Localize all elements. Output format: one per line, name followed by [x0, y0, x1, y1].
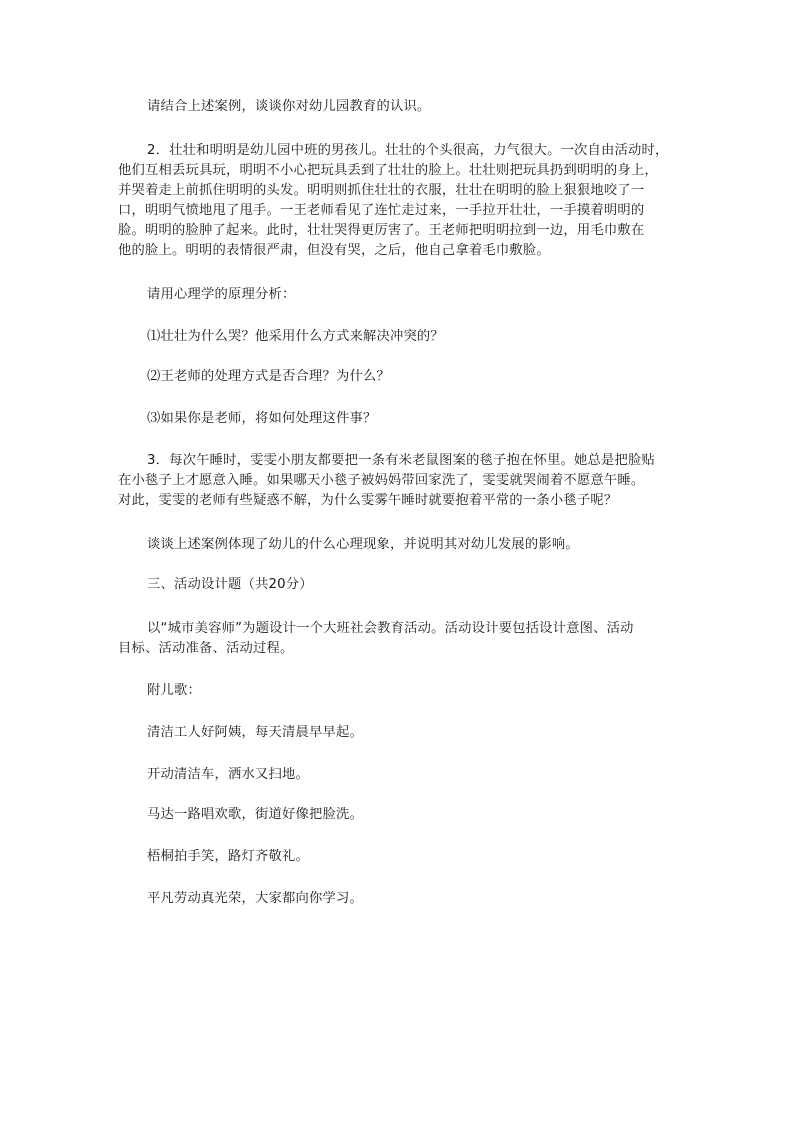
- song-line-4: 梧桐拍手笑，路灯齐敬礼。: [147, 849, 309, 864]
- question-2-line-5: 脸。明明的脸肿了起来。此时，壮壮哭得更厉害了。王老师把明明拉到一边，用毛巾敷在: [118, 223, 645, 238]
- question-2-sub-1: ⑴壮壮为什么哭？他采用什么方式来解决冲突的？: [147, 329, 444, 344]
- song-label: 附儿歌：: [147, 683, 201, 698]
- question-2-line-2: 他们互相丢玩具玩，明明不小心把玩具丢到了壮壮的脸上。壮壮则把玩具扔到明明的身上，: [118, 163, 658, 178]
- question-3-line-3: 对此，雯雯的老师有些疑惑不解，为什么雯雾午睡时就要抱着平常的一条小毯子呢？: [118, 493, 618, 508]
- song-line-1: 清洁工人好阿姨，每天清晨早早起。: [147, 725, 363, 740]
- task-line-1: 以“城市美容师”为题设计一个大班社会教育活动。活动设计要包括设计意图、活动: [147, 621, 634, 636]
- question-2-line-4: 口，明明气愤地甩了甩手。一王老师看见了连忙走过来，一手拉开壮壮，一手摸着明明的: [118, 203, 645, 218]
- question-2-line-1: 2．壮壮和明明是幼儿园中班的男孩儿。壮壮的个头很高，力气很大。一次自由活动时，: [147, 143, 669, 158]
- song-line-3: 马达一路唱欢歌，街道好像把脸洗。: [147, 807, 363, 822]
- song-line-2: 开动清洁车，洒水又扫地。: [147, 767, 309, 782]
- question-3-line-2: 在小毯子上才愿意入睡。如果哪天小毯子被妈妈带回家洗了，雯雯就哭闹着不愿意午睡。: [118, 473, 645, 488]
- question-3-prompt: 谈谈上述案例体现了幼儿的什么心理现象，并说明其对幼儿发展的影响。: [147, 537, 579, 552]
- section-3-heading: 三、活动设计题（共20分）: [147, 577, 313, 592]
- question-2-sub-3: ⑶如果你是老师，将如何处理这件事？: [147, 411, 377, 426]
- question-2-line-3: 并哭着走上前抓住明明的头发。明明则抓住壮壮的衣服，壮壮在明明的脸上狠狠地咬了一: [118, 183, 645, 198]
- question-2-sub-2: ⑵王老师的处理方式是否合理？为什么？: [147, 369, 390, 384]
- question-2-line-6: 他的脸上。明明的表情很严肃，但没有哭，之后，他自己拿着毛巾敷脸。: [118, 243, 550, 258]
- question-3-line-1: 3．每次午睡时，雯雯小朋友都要把一条有米老鼠图案的毯子抱在怀里。她总是把脸贴: [147, 453, 656, 468]
- task-line-2: 目标、活动准备、活动过程。: [118, 641, 294, 656]
- paragraph-reflection-prompt: 请结合上述案例，谈谈你对幼儿园教育的认识。: [147, 99, 431, 114]
- song-line-5: 平凡劳动真光荣，大家都向你学习。: [147, 891, 363, 906]
- question-2-prompt: 请用心理学的原理分析：: [147, 287, 296, 302]
